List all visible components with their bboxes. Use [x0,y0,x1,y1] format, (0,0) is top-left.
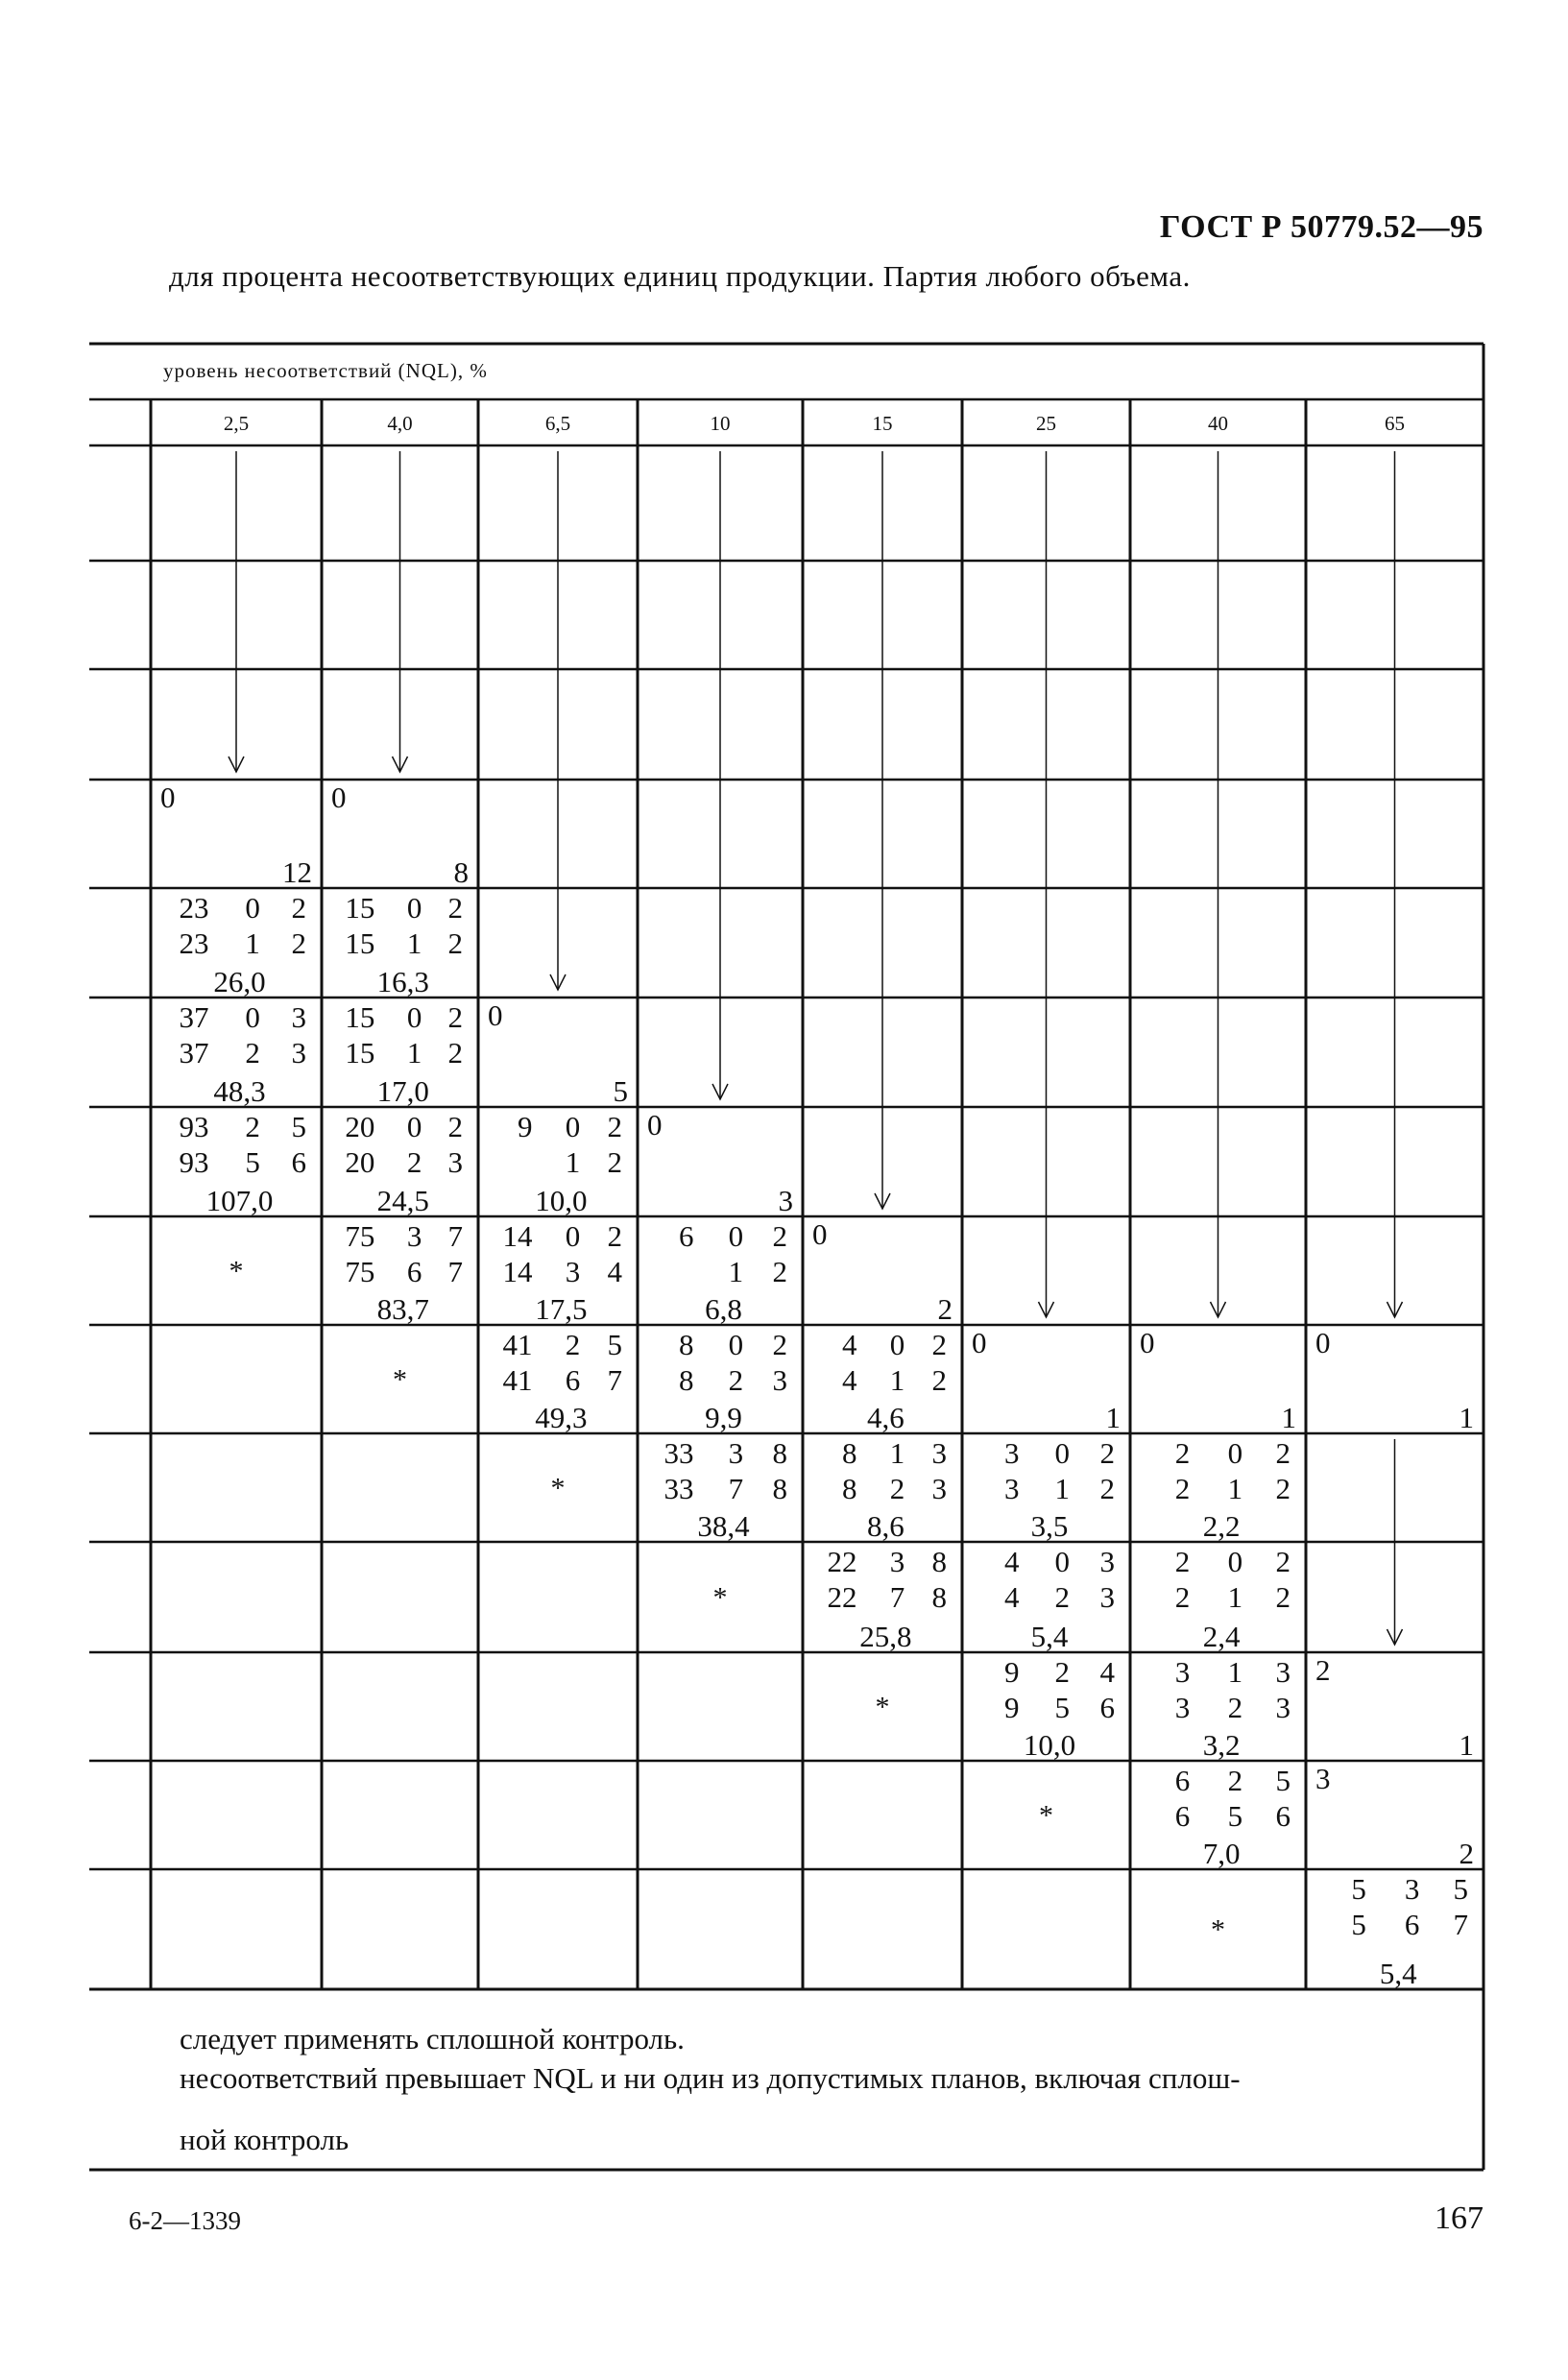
plan-value: 2 [1054,1655,1070,1689]
full-inspection-mark: * [393,1363,407,1396]
plan-value: 6 [565,1363,581,1397]
quality-value: 107,0 [205,1184,274,1217]
quality-value: 10,0 [1023,1728,1076,1762]
full-inspection-mark: * [550,1472,566,1504]
plan-value: 0 [406,1000,422,1034]
plan-value: 1 [728,1255,744,1288]
plan-value: 5 [1351,1872,1366,1906]
plan-value: 0 [406,891,422,925]
table-cell [876,1692,890,1723]
single-limit-value: 8 [453,855,469,889]
plan-value: 5 [245,1145,260,1179]
plan-value: 8 [772,1436,787,1470]
plan-value: 2 [607,1219,622,1253]
plan-value: 3 [291,1000,306,1034]
plan-value: 93 [179,1110,209,1143]
plan-value: 7 [447,1219,463,1253]
table-cell [1351,1872,1468,1990]
single-sample-value: 0 [1140,1326,1155,1359]
plan-value: 2 [291,891,306,925]
full-inspection-mark: * [1211,1913,1225,1946]
plan-value: 0 [406,1110,422,1143]
table-cell [180,1000,306,1108]
plan-value: 2 [1174,1580,1191,1614]
plan-value: 33 [663,1436,694,1470]
nql-header-label: уровень несоответствий (NQL), % [163,359,488,382]
single-limit-value: 3 [778,1184,793,1217]
single-limit-value: 2 [937,1292,953,1326]
table-cell [713,1582,728,1614]
plan-value: 0 [245,1000,260,1034]
table-cell [229,1256,244,1287]
quality-value: 6,8 [705,1292,742,1326]
footer-print-code: 6-2—1339 [129,2206,241,2235]
plan-value: 2 [607,1145,622,1179]
plan-value: 6 [1275,1799,1291,1833]
plan-value: 8 [931,1545,947,1578]
plan-value: 75 [345,1255,375,1288]
plan-value: 8 [931,1580,947,1614]
plan-value: 15 [345,1000,375,1034]
plan-value: 2 [772,1328,787,1361]
plan-value: 2 [291,926,306,960]
table-cell [345,1110,463,1217]
plan-value: 14 [502,1219,533,1253]
full-inspection-mark: * [712,1581,728,1614]
table-cell [1175,1655,1291,1762]
full-inspection-mark: * [229,1255,244,1287]
skip-arrows [229,451,1403,1645]
table-cell [393,1364,407,1396]
single-sample-value: 0 [1315,1326,1331,1359]
quality-value: 8,6 [866,1509,905,1543]
table-cell [972,1326,1121,1434]
plan-value: 0 [245,891,260,925]
plan-value: 0 [565,1219,581,1253]
plan-value: 3 [728,1436,744,1470]
plan-value: 41 [502,1328,533,1361]
plan-value: 2 [447,1110,463,1143]
plan-value: 2 [1099,1472,1115,1505]
plan-value: 3 [1004,1472,1020,1505]
plan-value: 2 [245,1036,260,1070]
table-cell [1004,1436,1115,1543]
table-cell [1175,1545,1291,1653]
single-sample-value: 0 [812,1217,828,1251]
plan-value: 5 [291,1110,306,1143]
single-limit-value: 1 [1459,1401,1474,1434]
plan-value: 3 [1004,1436,1020,1470]
table-cell [1004,1655,1116,1762]
note-line-1: следует применять сплошной контроль. [180,2022,685,2055]
table-cell [488,998,628,1108]
plan-value: 6 [1174,1764,1191,1797]
quality-value: 10,0 [535,1184,588,1217]
plan-value: 22 [827,1580,857,1614]
table-cell [842,1328,947,1434]
nql-level-header: 4,0 [387,412,413,435]
quality-value: 7,0 [1202,1837,1241,1870]
table-cell [1140,1326,1296,1434]
single-sample-value: 0 [488,998,503,1032]
plan-value: 7 [1453,1908,1468,1941]
quality-value: 26,0 [213,965,266,998]
plan-value: 20 [345,1110,375,1143]
single-limit-value: 2 [1459,1837,1474,1870]
full-inspection-mark: * [875,1691,890,1723]
plan-value: 2 [607,1110,622,1143]
plan-value: 2 [772,1219,787,1253]
table-cell [1315,1653,1474,1762]
plan-value: 1 [1227,1472,1243,1505]
plan-value: 4 [841,1363,857,1397]
page-number: 167 [1435,2200,1484,2236]
full-inspection-mark: * [1039,1799,1053,1832]
plan-value: 15 [345,926,375,960]
plan-value: 41 [502,1363,533,1397]
plan-value: 20 [345,1145,375,1179]
plan-value: 3 [931,1436,947,1470]
plan-value: 2 [1227,1691,1243,1724]
table-cell [679,1219,787,1326]
quality-value: 24,5 [376,1184,429,1217]
plan-value: 7 [889,1580,905,1614]
single-limit-value: 12 [282,855,312,889]
plan-value: 3 [291,1036,306,1070]
plan-value: 2 [1174,1545,1191,1578]
plan-value: 3 [565,1255,581,1288]
table-cell [1211,1914,1225,1946]
plan-value: 2 [772,1255,787,1288]
plan-value: 0 [728,1328,744,1361]
plan-value: 2 [1275,1472,1291,1505]
plan-value: 2 [889,1472,905,1505]
table-cell [345,1000,463,1108]
nql-level-header: 65 [1385,412,1405,435]
plan-value: 2 [406,1145,422,1179]
table-cell [812,1217,953,1326]
plan-value: 75 [345,1219,375,1253]
plan-value: 5 [607,1328,622,1361]
plan-value: 3 [1275,1655,1291,1689]
plan-value: 15 [345,1036,375,1070]
plan-value: 2 [447,891,463,925]
single-limit-value: 1 [1281,1401,1296,1434]
plan-value: 4 [607,1255,622,1288]
plan-value: 1 [1227,1580,1243,1614]
plan-value: 93 [179,1145,209,1179]
plan-value: 3 [772,1363,787,1397]
plan-value: 2 [931,1328,947,1361]
quality-value: 4,6 [866,1401,905,1434]
plan-value: 3 [1404,1872,1420,1906]
nql-level-header: 25 [1036,412,1056,435]
plan-value: 3 [889,1545,905,1578]
table-cell [345,891,463,998]
single-sample-value: 0 [647,1108,663,1142]
plan-value: 2 [1275,1436,1291,1470]
single-limit-value: 1 [1459,1728,1474,1762]
table-cell [842,1436,947,1543]
nql-column-headers [224,412,1405,435]
plan-value: 2 [931,1363,947,1397]
plan-value: 1 [1054,1472,1070,1505]
plan-value: 8 [678,1363,694,1397]
plan-value: 4 [1099,1655,1115,1689]
plan-value: 9 [517,1110,533,1143]
plan-value: 0 [889,1328,905,1361]
plan-value: 3 [406,1219,422,1253]
quality-value: 25,8 [859,1620,912,1653]
quality-value: 5,4 [1379,1957,1417,1990]
quality-value: 17,5 [535,1292,588,1326]
quality-value: 3,2 [1202,1728,1241,1762]
plan-value: 5 [1453,1872,1468,1906]
table-cell [1004,1545,1115,1653]
nql-level-header: 6,5 [544,412,571,435]
plan-value: 1 [1227,1655,1243,1689]
plan-value: 9 [1004,1655,1020,1689]
plan-value: 3 [447,1145,463,1179]
quality-value: 38,4 [697,1509,750,1543]
plan-value: 2 [447,1036,463,1070]
plan-value: 6 [1174,1799,1191,1833]
table-cell [827,1545,947,1653]
plan-value: 5 [1054,1691,1070,1724]
table-cell [663,1436,787,1543]
table-cell [1315,1762,1474,1870]
plan-value: 1 [245,926,260,960]
plan-value: 2 [565,1328,581,1361]
quality-value: 16,3 [376,965,429,998]
single-sample-value: 2 [1315,1653,1331,1687]
single-limit-value: 5 [613,1074,628,1108]
plan-value: 2 [1275,1580,1291,1614]
plan-value: 1 [889,1436,905,1470]
plan-value: 7 [728,1472,744,1505]
table-cell [1039,1800,1053,1832]
plan-value: 8 [772,1472,787,1505]
plan-value: 15 [345,891,375,925]
quality-value: 2,4 [1202,1620,1241,1653]
plan-value: 2 [1275,1545,1291,1578]
plan-value: 3 [1174,1655,1191,1689]
plan-value: 2 [1227,1764,1243,1797]
plan-value: 9 [1004,1691,1020,1724]
plan-value: 0 [1054,1545,1070,1578]
plan-value: 3 [1275,1691,1291,1724]
plan-value: 2 [728,1363,744,1397]
plan-value: 5 [1227,1799,1243,1833]
plan-value: 5 [1351,1908,1366,1941]
plan-value: 8 [841,1436,857,1470]
table-cell [180,1110,306,1217]
table-cell [502,1219,622,1326]
plan-value: 0 [1227,1545,1243,1578]
plan-value: 6 [406,1255,422,1288]
nql-level-header: 15 [872,412,893,435]
plan-value: 3 [1099,1545,1115,1578]
plan-value: 8 [841,1472,857,1505]
plan-value: 23 [179,891,209,925]
plan-value: 5 [1275,1764,1291,1797]
plan-value: 3 [1174,1691,1191,1724]
plan-value: 1 [889,1363,905,1397]
plan-value: 33 [663,1472,694,1505]
plan-value: 0 [1054,1436,1070,1470]
single-sample-value: 0 [972,1326,987,1359]
plan-value: 2 [1174,1436,1191,1470]
table-cell [345,1219,463,1326]
table-cell [551,1473,566,1504]
plan-value: 22 [827,1545,857,1578]
quality-value: 48,3 [213,1074,266,1108]
plan-value: 2 [1054,1580,1070,1614]
plan-value: 1 [565,1145,581,1179]
quality-value: 49,3 [535,1401,588,1434]
plan-value: 2 [1099,1436,1115,1470]
plan-value: 0 [728,1219,744,1253]
nql-level-header: 40 [1208,412,1228,435]
plan-value: 3 [1099,1580,1115,1614]
quality-value: 17,0 [376,1074,429,1108]
plan-value: 0 [1227,1436,1243,1470]
plan-value: 7 [447,1255,463,1288]
quality-value: 9,9 [705,1401,742,1434]
plan-value: 6 [678,1219,694,1253]
plan-value: 2 [447,1000,463,1034]
plan-value: 6 [291,1145,306,1179]
table-cell [518,1110,622,1217]
table-cell [160,781,312,889]
page-subtitle: для процента несоответствующих единиц продукции. Партия любого объема. [169,259,1191,293]
plan-value: 4 [1004,1545,1020,1578]
plan-value: 2 [245,1110,260,1143]
plan-value: 4 [841,1328,857,1361]
table-cell [1315,1326,1474,1434]
quality-value: 3,5 [1030,1509,1069,1543]
plan-value: 3 [931,1472,947,1505]
plan-value: 7 [607,1363,622,1397]
table-cell [647,1108,793,1217]
plan-value: 6 [1099,1691,1115,1724]
quality-value: 2,2 [1202,1509,1241,1543]
plan-value: 0 [565,1110,581,1143]
plan-value: 37 [179,1036,209,1070]
plan-value: 2 [1174,1472,1191,1505]
note-line-3: ной контроль [180,2123,350,2156]
quality-value: 83,7 [376,1292,429,1326]
plan-value: 6 [1404,1908,1420,1941]
table-cell [502,1328,622,1434]
table-cell [1175,1764,1291,1870]
plan-value: 4 [1004,1580,1020,1614]
plan-value: 23 [179,926,209,960]
plan-value: 2 [447,926,463,960]
plan-value: 14 [502,1255,533,1288]
plan-value: 37 [179,1000,209,1034]
quality-value: 5,4 [1030,1620,1069,1653]
single-limit-value: 1 [1105,1401,1121,1434]
table-cell [679,1328,787,1434]
single-sample-value: 0 [160,781,176,814]
plan-value: 1 [406,926,422,960]
standard-code-header: ГОСТ Р 50779.52—95 [1159,209,1484,245]
single-sample-value: 0 [331,781,347,814]
single-sample-value: 3 [1315,1762,1331,1795]
table-cell [1175,1436,1291,1543]
plan-value: 8 [678,1328,694,1361]
nql-level-header: 2,5 [223,412,250,435]
table-cell [331,781,469,889]
table-cells [160,781,1474,1990]
nql-level-header: 10 [710,412,731,435]
note-line-2: несоответствий превышает NQL и ни один из допустимых планов, включая сплош- [180,2061,1241,2095]
plan-value: 1 [406,1036,422,1070]
table-cell [180,891,306,998]
